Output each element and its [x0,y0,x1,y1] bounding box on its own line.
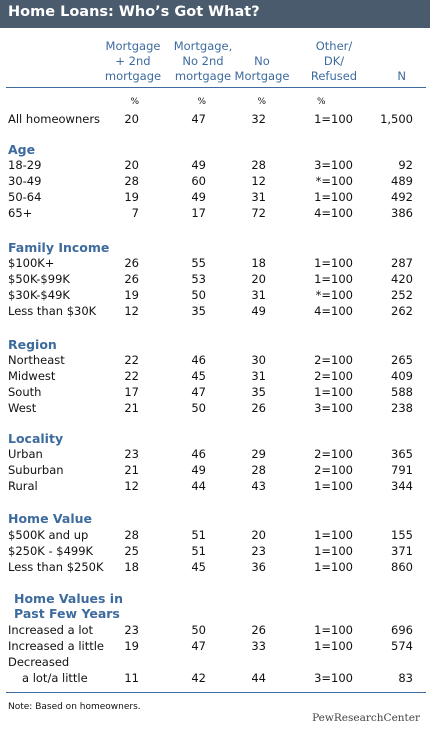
cell-value: 252 [391,288,413,302]
header-n: N [397,69,406,83]
percent-sign: % [197,97,206,107]
table-row [0,528,430,544]
row-label: Increased a lot [8,623,94,637]
cell-value: 31 [251,288,266,302]
row-label: 50-64 [8,190,42,204]
cell-value: 50 [191,288,206,302]
cell-value: 22 [124,353,139,367]
cell-value: 23 [251,544,266,558]
cell-value: 860 [391,560,413,574]
cell-value: 20 [124,158,139,172]
table-row [0,385,430,401]
title-bar [0,0,430,28]
cell-value: 60 [191,174,206,188]
row-label: West [8,401,37,415]
cell-value: 20 [251,272,266,286]
cell-value: 92 [398,158,413,172]
cell-value: 12 [251,174,266,188]
cell-value: 2=100 [314,369,353,383]
cell-value: 2=100 [314,447,353,461]
cell-value: 83 [398,671,413,685]
cell-value: 23 [124,447,139,461]
header-rule [6,87,426,88]
cell-value: 1=100 [314,256,353,270]
table-row [0,353,430,369]
table-row [0,639,430,655]
table-row [0,288,430,304]
row-label: $100K+ [8,256,55,270]
cell-value: 262 [391,304,413,318]
cell-value: 1=100 [314,112,353,126]
table-row [0,112,430,128]
cell-value: 47 [191,112,206,126]
row-label: $30K-$49K [8,288,70,302]
cell-value: 35 [191,304,206,318]
cell-value: 696 [391,623,413,637]
cell-value: 21 [124,401,139,415]
row-label: Less than $250K [8,560,104,574]
table-row [0,174,430,190]
cell-value: 344 [391,479,413,493]
row-label: All homeowners [8,112,101,126]
cell-value: 791 [391,463,413,477]
cell-value: 26 [251,623,266,637]
row-label: Less than $30K [8,304,97,318]
cell-value: 238 [391,401,413,415]
cell-value: 420 [391,272,413,286]
section-heading: Region [8,337,57,352]
percent-sign: % [130,97,139,107]
cell-value: 50 [191,623,206,637]
cell-value: 49 [251,304,266,318]
table-row [0,304,430,320]
table-row [0,206,430,222]
cell-value: 1=100 [314,639,353,653]
row-label: 65+ [8,206,33,220]
cell-value: 33 [251,639,266,653]
cell-value: 46 [191,447,206,461]
cell-value: 30 [251,353,266,367]
cell-value: 47 [191,385,206,399]
row-label: a lot/a little [22,671,88,685]
cell-value: 51 [191,544,206,558]
cell-value: 1=100 [314,272,353,286]
header-other: Other/ DK/ Refused [310,39,358,83]
cell-value: 20 [251,528,266,542]
cell-value: 21 [124,463,139,477]
cell-value: 31 [251,369,266,383]
cell-value: 35 [251,385,266,399]
cell-value: 28 [251,158,266,172]
table-row [0,463,430,479]
row-label: Urban [8,447,43,461]
cell-value: 53 [191,272,206,286]
section-heading-line-2: Past Few Years [14,606,120,621]
cell-value: 47 [191,639,206,653]
section-heading: Home Values in [14,591,123,606]
table-row [0,655,430,671]
table-row [0,623,430,639]
table-row [0,479,430,495]
cell-value: 28 [251,463,266,477]
cell-value: 26 [124,272,139,286]
cell-value: 50 [191,401,206,415]
cell-value: 46 [191,353,206,367]
table-note: Note: Based on homeowners. [8,702,141,712]
table-row [0,190,430,206]
cell-value: 12 [124,479,139,493]
cell-value: 2=100 [314,463,353,477]
row-label: Increased a little [8,639,105,653]
table-row [0,401,430,417]
cell-value: 1,500 [380,112,413,126]
cell-value: 3=100 [314,401,353,415]
cell-value: 492 [391,190,413,204]
row-label: Rural [8,479,38,493]
cell-value: 31 [251,190,266,204]
cell-value: 36 [251,560,266,574]
cell-value: 1=100 [314,190,353,204]
cell-value: 588 [391,385,413,399]
cell-value: 29 [251,447,266,461]
cell-value: 49 [191,463,206,477]
cell-value: 43 [251,479,266,493]
cell-value: 1=100 [314,528,353,542]
row-label: Midwest [8,369,56,383]
cell-value: 72 [251,206,266,220]
row-label: Suburban [8,463,64,477]
cell-value: *=100 [315,288,353,302]
row-label: 18-29 [8,158,42,172]
cell-value: 3=100 [314,158,353,172]
table-row [0,256,430,272]
table-row [0,369,430,385]
cell-value: 23 [124,623,139,637]
cell-value: 17 [191,206,206,220]
cell-value: 1=100 [314,560,353,574]
cell-value: *=100 [315,174,353,188]
cell-value: 265 [391,353,413,367]
header-mortgage-2nd: Mortgage + 2nd mortgage [104,39,162,83]
cell-value: 19 [124,288,139,302]
percent-sign: % [317,97,326,107]
cell-value: 19 [124,639,139,653]
cell-value: 11 [124,671,139,685]
cell-value: 287 [391,256,413,270]
table-row [0,447,430,463]
table-row [0,560,430,576]
cell-value: 4=100 [314,304,353,318]
cell-value: 386 [391,206,413,220]
row-label: 30-49 [8,174,42,188]
cell-value: 7 [131,206,139,220]
cell-value: 20 [124,112,139,126]
cell-value: 42 [191,671,206,685]
table-row [0,544,430,560]
percent-sign: % [257,97,266,107]
cell-value: 28 [124,174,139,188]
page-title: Home Loans: Who’s Got What? [8,4,260,20]
row-label: Decreased [8,655,70,669]
cell-value: 25 [124,544,139,558]
header-mortgage-no-2nd: Mortgage, No 2nd mortgage [173,39,233,83]
cell-value: 574 [391,639,413,653]
section-heading: Locality [8,431,64,446]
row-label: $250K - $499K [8,544,94,558]
table-row [0,158,430,174]
row-label: $50K-$99K [8,272,70,286]
row-label: South [8,385,42,399]
cell-value: 26 [124,256,139,270]
cell-value: 19 [124,190,139,204]
pew-research-center-logo: PewResearchCenter [312,712,420,724]
table-row [0,671,430,687]
cell-value: 409 [391,369,413,383]
cell-value: 44 [251,671,266,685]
cell-value: 365 [391,447,413,461]
cell-value: 28 [124,528,139,542]
cell-value: 155 [391,528,413,542]
cell-value: 2=100 [314,353,353,367]
section-heading: Age [8,142,36,157]
cell-value: 4=100 [314,206,353,220]
cell-value: 51 [191,528,206,542]
cell-value: 49 [191,190,206,204]
cell-value: 3=100 [314,671,353,685]
cell-value: 45 [191,369,206,383]
cell-value: 22 [124,369,139,383]
header-no-mortgage: No Mortgage [234,54,290,83]
footer-rule [6,692,426,693]
cell-value: 371 [391,544,413,558]
cell-value: 49 [191,158,206,172]
percent-row [0,97,430,113]
cell-value: 17 [124,385,139,399]
table-row [0,272,430,288]
cell-value: 1=100 [314,385,353,399]
row-label: $500K and up [8,528,89,542]
cell-value: 32 [251,112,266,126]
cell-value: 18 [124,560,139,574]
section-heading: Family Income [8,240,110,255]
cell-value: 44 [191,479,206,493]
cell-value: 1=100 [314,544,353,558]
cell-value: 12 [124,304,139,318]
section-heading: Home Value [8,511,92,526]
cell-value: 55 [191,256,206,270]
cell-value: 1=100 [314,479,353,493]
cell-value: 45 [191,560,206,574]
cell-value: 26 [251,401,266,415]
cell-value: 1=100 [314,623,353,637]
row-label: Northeast [8,353,65,367]
cell-value: 18 [251,256,266,270]
cell-value: 489 [391,174,413,188]
